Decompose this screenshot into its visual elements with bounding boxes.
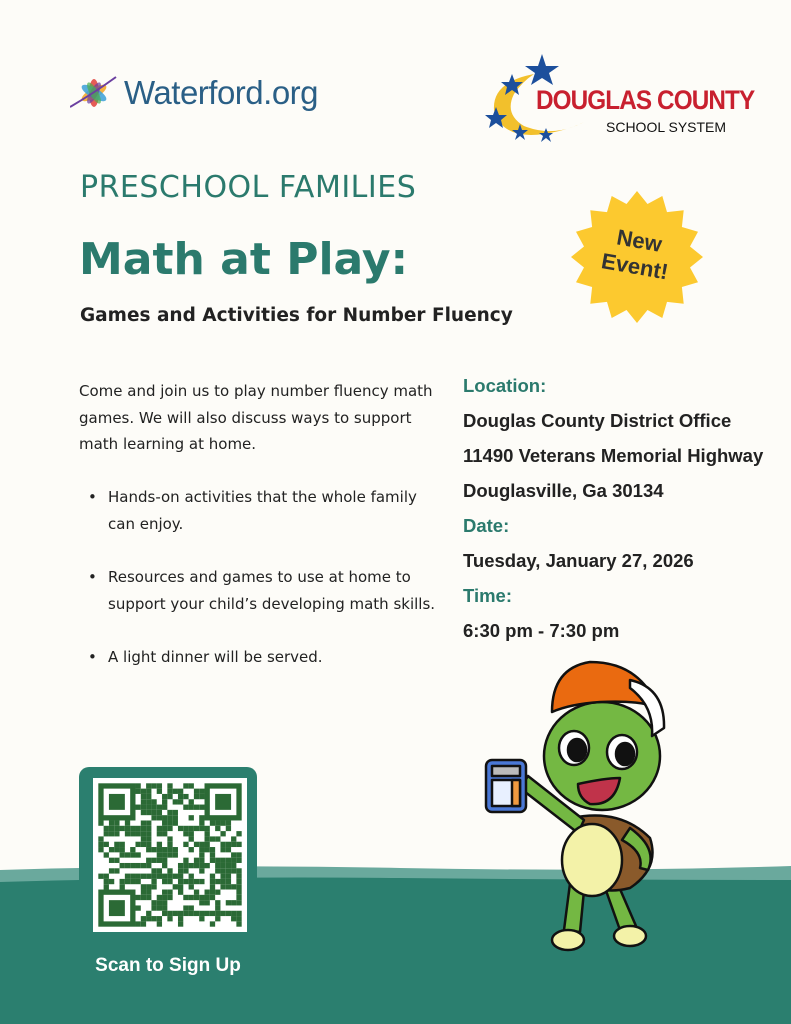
audience-heading: PRESCHOOL FAMILIES <box>80 170 417 205</box>
list-item: • Resources and games to use at home to support your child’s developing math skills. <box>79 564 444 617</box>
douglas-county-name: DOUGLAS COUNTY <box>536 85 755 115</box>
badge-line-1: New <box>614 224 664 257</box>
waterford-logo <box>70 72 318 114</box>
badge-line-2: Event! <box>599 248 671 285</box>
douglas-county-subtitle: SCHOOL SYSTEM <box>606 119 727 135</box>
page-subtitle: Games and Activities for Number Fluency <box>80 305 513 326</box>
address-line-1: 11490 Veterans Memorial Highway <box>463 445 764 466</box>
douglas-county-logo <box>484 52 754 147</box>
waterford-flower-icon <box>70 72 118 114</box>
intro-paragraph: Come and join us to play number fluency math games. We will also discuss ways to support math learning at home. <box>79 382 433 453</box>
waterford-logo-text: Waterford.org <box>124 74 319 111</box>
time-label: Time: <box>463 585 513 606</box>
location-name: Douglas County District Office <box>463 410 732 431</box>
list-item: • A light dinner will be served. <box>79 644 444 671</box>
qr-code-icon <box>93 778 247 932</box>
event-date: Tuesday, January 27, 2026 <box>463 550 694 571</box>
activity-list <box>79 484 444 698</box>
page-title: Math at Play: <box>79 234 409 285</box>
signup-qr-code[interactable] <box>93 778 247 932</box>
list-item: • Hands-on activities that the whole family can enjoy. <box>79 484 444 537</box>
location-label: Location: <box>463 375 547 396</box>
qr-code-frame <box>79 767 257 947</box>
event-time: 6:30 pm - 7:30 pm <box>463 620 620 641</box>
address-line-2: Douglasville, Ga 30134 <box>463 480 664 501</box>
turtle-mascot-illustration <box>480 648 670 960</box>
date-label: Date: <box>463 515 510 536</box>
new-event-badge <box>570 190 704 324</box>
scan-to-sign-up-label: Scan to Sign Up <box>95 955 241 976</box>
event-details <box>463 372 763 652</box>
